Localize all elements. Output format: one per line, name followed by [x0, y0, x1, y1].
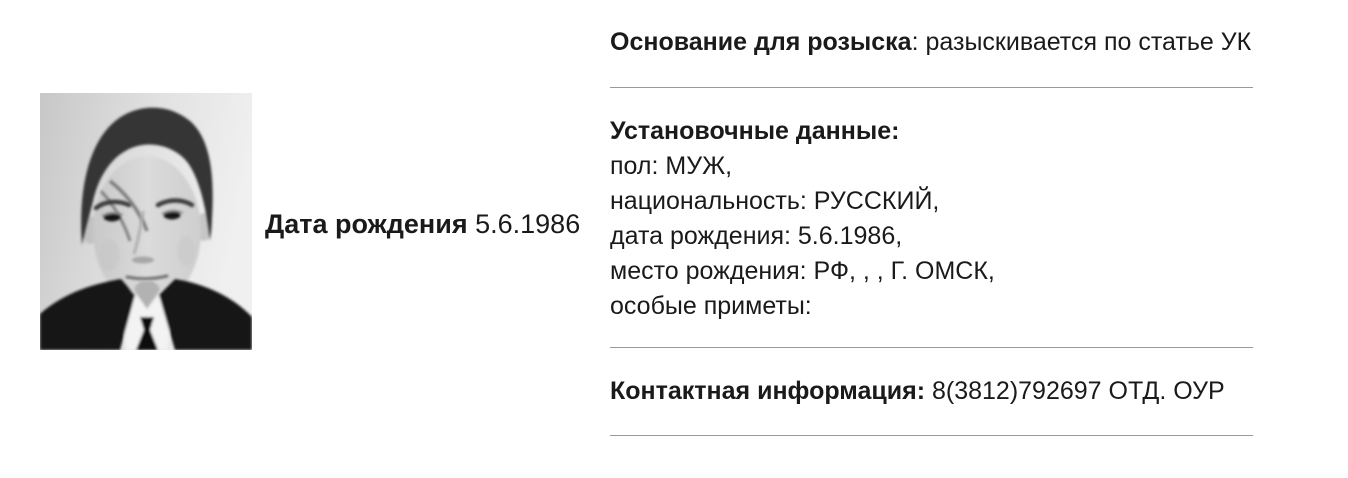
portrait-illustration	[40, 93, 252, 350]
divider	[610, 347, 1253, 348]
contact-line	[610, 374, 1253, 409]
profile-detail-nationality: национальность: РУССКИЙ,	[610, 187, 940, 215]
contact-value: 8(3812)792697 ОТД. ОУР	[931, 377, 1225, 405]
profile-detail-birthdate: дата рождения: 5.6.1986,	[610, 222, 903, 250]
profile-detail-special-marks: особые приметы:	[610, 292, 812, 320]
wanted-reason-line	[610, 25, 1253, 60]
profile-detail-birthplace: место рождения: РФ, , , Г. ОМСК,	[610, 257, 995, 285]
divider	[610, 435, 1253, 436]
wanted-reason-value: : разыскивается по статье УК	[911, 28, 1252, 56]
wanted-reason-label: Основание для розыска	[610, 28, 912, 56]
birth-date-label: Дата рождения	[265, 209, 468, 239]
contact-label: Контактная информация:	[610, 377, 926, 405]
profile-section	[610, 114, 1253, 324]
profile-detail-sex: пол: МУЖ,	[610, 152, 733, 180]
person-photo	[40, 93, 252, 350]
profile-title: Установочные данные:	[610, 117, 900, 145]
divider	[610, 87, 1253, 88]
birth-date-line	[265, 206, 580, 242]
birth-date-value: 5.6.1986	[475, 209, 581, 239]
